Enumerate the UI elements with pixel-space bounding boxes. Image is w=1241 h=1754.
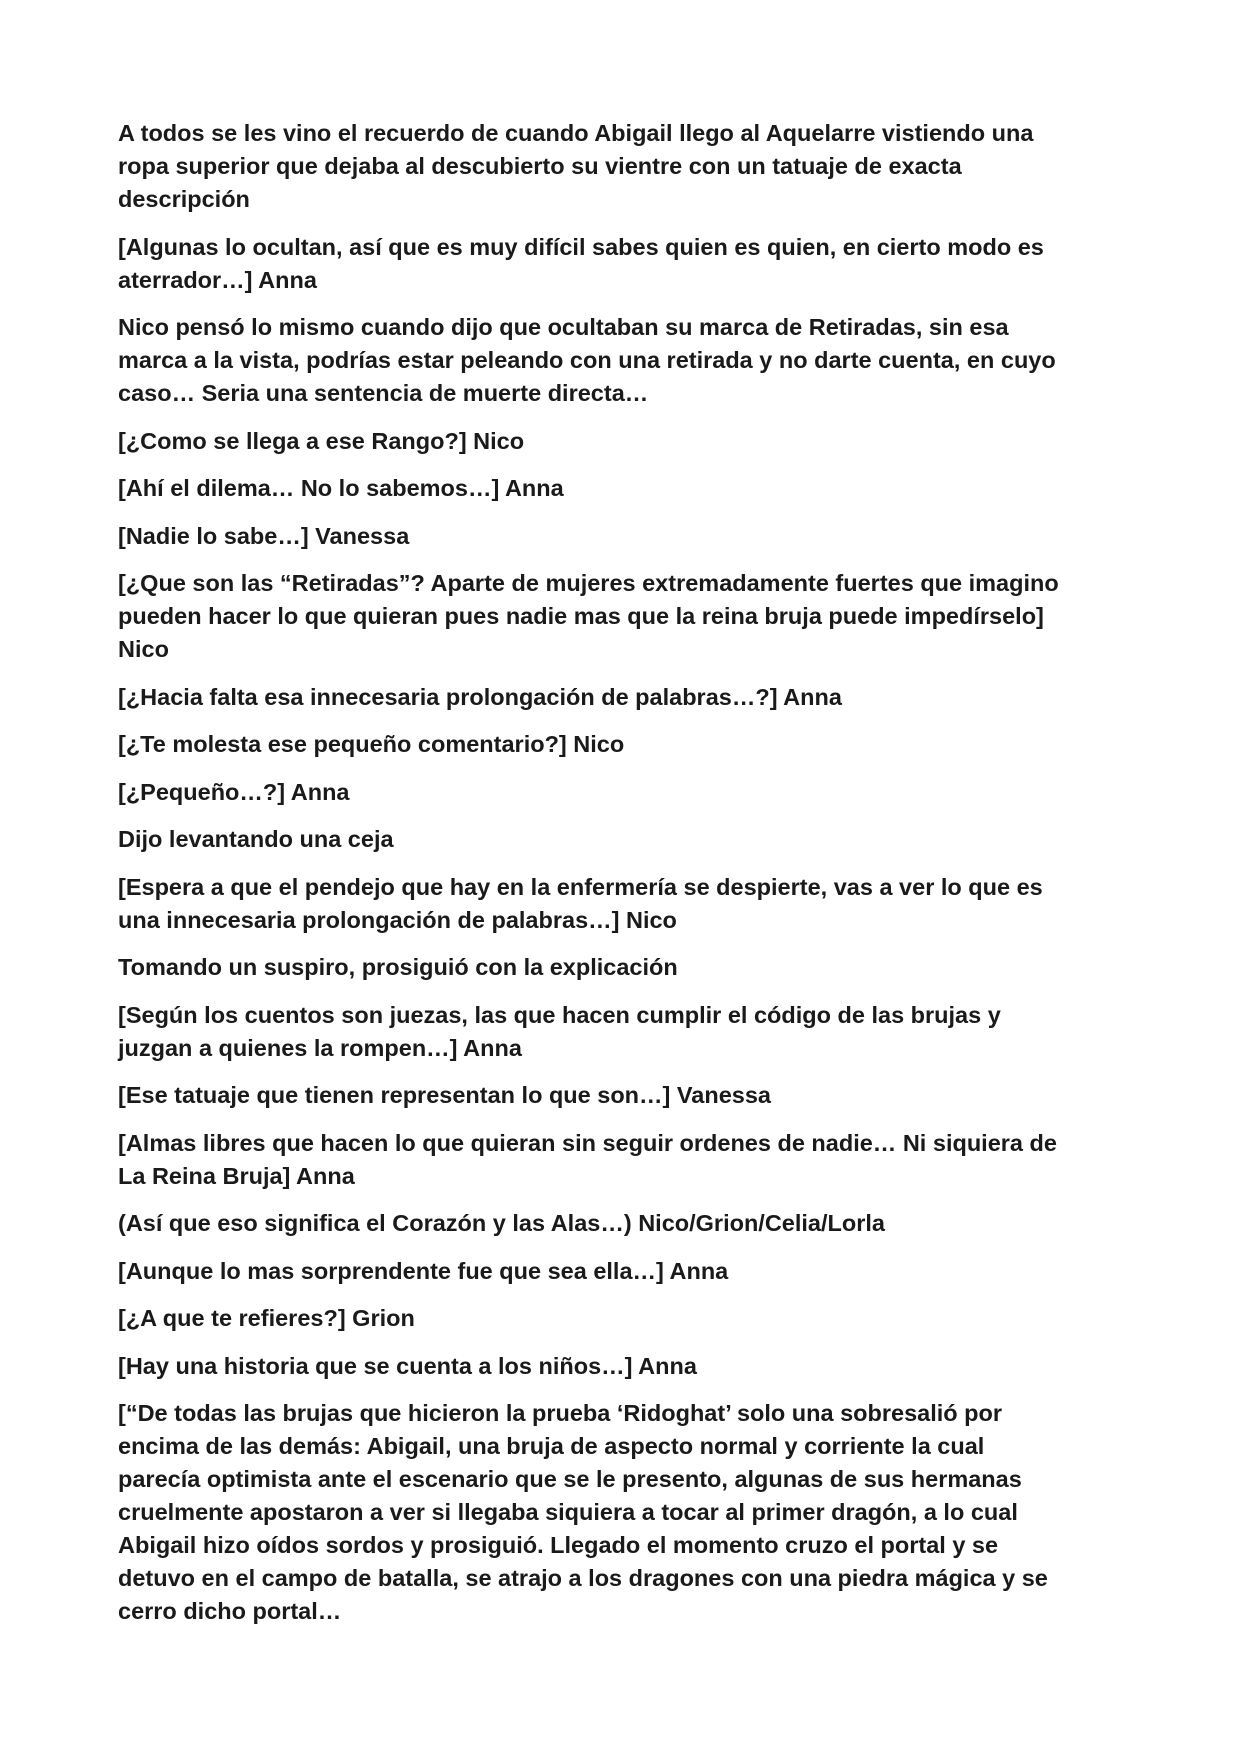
text-line: [Ahí el dilema… No lo sabemos…] Anna	[118, 475, 564, 501]
text-line: [¿A que te refieres?] Grion	[118, 1305, 415, 1331]
text-line: [Algunas lo ocultan, así que es muy difícil sabes quien es quien, en cierto modo es	[118, 233, 1044, 260]
paragraph	[118, 776, 1128, 809]
text-line: Tomando un suspiro, prosiguió con la explicación	[118, 954, 678, 980]
paragraph	[118, 520, 1128, 553]
text-line: La Reina Bruja] Anna	[118, 1162, 355, 1189]
document-body	[118, 117, 1128, 1643]
text-line: marca a la vista, podrías estar peleando con una retirada y no darte cuenta, en cuyo	[118, 347, 1056, 373]
text-line: [Aunque lo mas sorprendente fue que sea ella…] Anna	[118, 1257, 729, 1284]
text-line: [¿Como se llega a ese Rango?] Nico	[118, 427, 525, 454]
paragraph	[118, 231, 1128, 297]
text-line: [¿Te molesta ese pequeño comentario?] Nico	[118, 731, 625, 757]
paragraph	[118, 1255, 1128, 1288]
paragraph	[118, 311, 1128, 410]
text-line: [Ese tatuaje que tienen representan lo que son…] Vanessa	[118, 1082, 771, 1108]
text-line: encima de las demás: Abigail, una bruja de aspecto normal y corriente la cual	[118, 1433, 985, 1459]
text-line: A todos se les vino el recuerdo de cuando Abigail llego al Aquelarre vistiendo una	[118, 120, 1034, 146]
paragraph	[118, 999, 1128, 1065]
text-line: caso… Seria una sentencia de muerte directa…	[118, 380, 649, 406]
text-line: Nico	[118, 636, 169, 662]
text-line: [¿Que son las “Retiradas”? Aparte de mujeres extremadamente fuertes que imagino	[118, 570, 1059, 596]
paragraph	[118, 681, 1128, 714]
paragraph	[118, 823, 1128, 856]
paragraph	[118, 567, 1128, 666]
text-line: [Según los cuentos son juezas, las que hacen cumplir el código de las brujas y	[118, 1001, 1001, 1028]
text-line: [¿Pequeño…?] Anna	[118, 778, 350, 805]
text-line: parecía optimista ante el escenario que se le presento, algunas de sus hermanas	[118, 1466, 1022, 1492]
text-line: [Almas libres que hacen lo que quieran sin seguir ordenes de nadie… Ni siquiera de	[118, 1129, 1057, 1156]
text-line: juzgan a quienes la rompen…] Anna	[118, 1034, 522, 1061]
text-line: ropa superior que dejaba al descubierto su vientre con un tatuaje de exacta	[118, 153, 962, 179]
paragraph	[118, 1397, 1128, 1628]
text-line: Nico pensó lo mismo cuando dijo que ocultaban su marca de Retiradas, sin esa	[118, 314, 1009, 340]
text-line: cerro dicho portal…	[118, 1598, 342, 1624]
text-line: [Nadie lo sabe…] Vanessa	[118, 522, 410, 549]
text-line: Dijo levantando una ceja	[118, 826, 394, 852]
paragraph	[118, 1302, 1128, 1335]
text-line: aterrador…] Anna	[118, 266, 317, 293]
text-line: cruelmente apostaron a ver si llegaba siquiera a tocar al primer dragón, a lo cual	[118, 1499, 1018, 1525]
paragraph	[118, 425, 1128, 458]
text-line: una innecesaria prolongación de palabras…] Nico	[118, 906, 677, 933]
paragraph	[118, 1207, 1128, 1240]
paragraph	[118, 728, 1128, 761]
text-line: [¿Hacia falta esa innecesaria prolongación de palabras…?] Anna	[118, 683, 842, 710]
text-line: [Espera a que el pendejo que hay en la enfermería se despierte, vas a ver lo que es	[118, 873, 1043, 900]
paragraph	[118, 1079, 1128, 1112]
text-line: [Hay una historia que se cuenta a los niños…] Anna	[118, 1352, 697, 1379]
paragraph	[118, 117, 1128, 216]
paragraph	[118, 1350, 1128, 1383]
paragraph	[118, 951, 1128, 984]
paragraph	[118, 472, 1128, 505]
text-line: (Así que eso significa el Corazón y las Alas…) Nico/Grion/Celia/Lorla	[118, 1210, 885, 1236]
text-line: descripción	[118, 186, 250, 212]
paragraph	[118, 1127, 1128, 1193]
paragraph	[118, 871, 1128, 937]
text-line: detuvo en el campo de batalla, se atrajo a los dragones con una piedra mágica y se	[118, 1565, 1048, 1591]
text-line: Abigail hizo oídos sordos y prosiguió. Llegado el momento cruzo el portal y se	[118, 1532, 999, 1558]
text-line: pueden hacer lo que quieran pues nadie mas que la reina bruja puede impedírselo]	[118, 603, 1044, 629]
text-line: [“De todas las brujas que hicieron la prueba ‘Ridoghat’ solo una sobresalió por	[118, 1400, 1003, 1426]
